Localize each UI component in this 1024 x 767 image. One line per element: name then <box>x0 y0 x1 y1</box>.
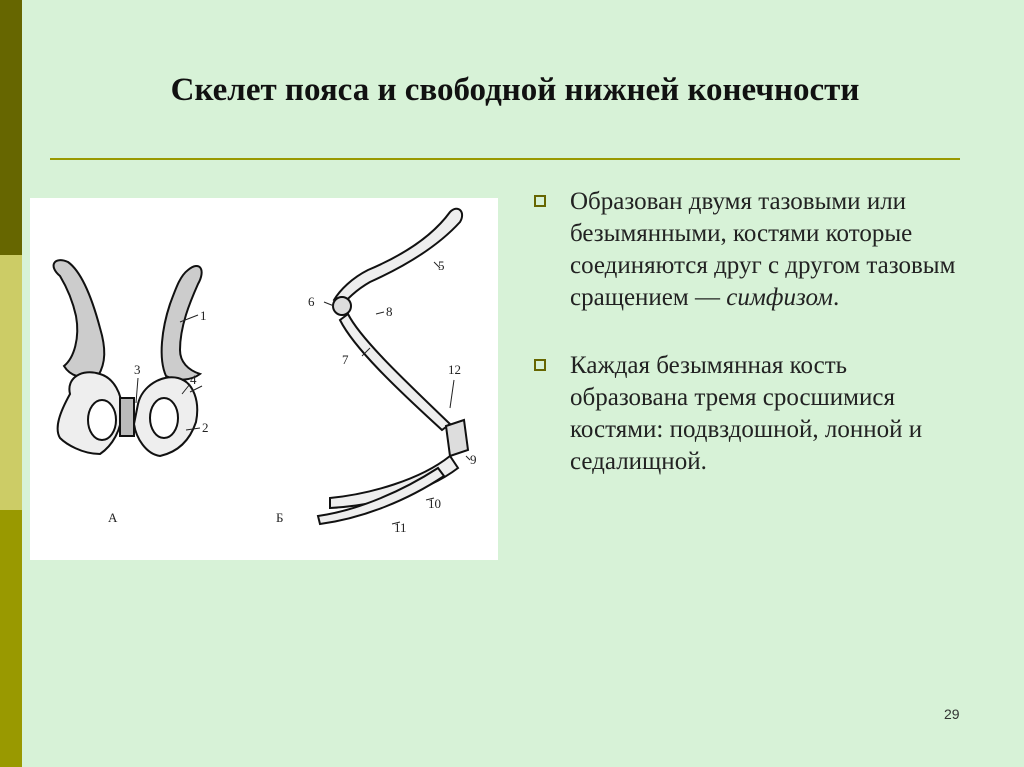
callout-11: 11 <box>394 520 407 535</box>
limb-drawing <box>318 209 468 524</box>
bullet-emphasis: симфизом <box>726 284 833 311</box>
side-bar-olive <box>0 510 22 767</box>
callout-3: 3 <box>134 362 141 377</box>
callout-2: 2 <box>202 420 209 435</box>
bullet-item <box>530 186 970 314</box>
panel-b-label: Б <box>276 510 284 525</box>
page-number: 29 <box>944 706 960 722</box>
callout-1: 1 <box>200 308 207 323</box>
callout-8: 8 <box>386 304 393 319</box>
callout-4: 4 <box>190 372 197 387</box>
bullet-item <box>530 350 970 478</box>
side-bar-dark <box>0 0 22 255</box>
bullet-tail: . <box>832 284 840 311</box>
skeleton-figure <box>30 198 498 560</box>
slide-title: Скелет пояса и свободной нижней конечности <box>170 72 860 108</box>
callout-5: 5 <box>438 258 445 273</box>
panel-a-label: А <box>108 510 118 525</box>
pelvis-drawing <box>54 260 202 456</box>
square-bullet-icon <box>534 195 546 207</box>
side-bar-light <box>0 255 22 510</box>
skeleton-illustration <box>30 198 498 560</box>
title-divider <box>50 158 960 160</box>
callout-12: 12 <box>448 362 461 377</box>
bullet-text: Каждая безымянная кость образована тремя сросшимися костями: подвздошной, лонной и седалищной. <box>570 352 923 475</box>
square-bullet-icon <box>534 359 546 371</box>
bullet-list <box>530 186 970 514</box>
callout-7: 7 <box>342 352 349 367</box>
callout-10: 10 <box>428 496 441 511</box>
callout-9: 9 <box>470 452 477 467</box>
callout-6: 6 <box>308 294 315 309</box>
bullet-text: Образован двумя тазовыми или безымянными, костями которые соединяются друг с другом тазовым сращением — <box>570 188 956 311</box>
